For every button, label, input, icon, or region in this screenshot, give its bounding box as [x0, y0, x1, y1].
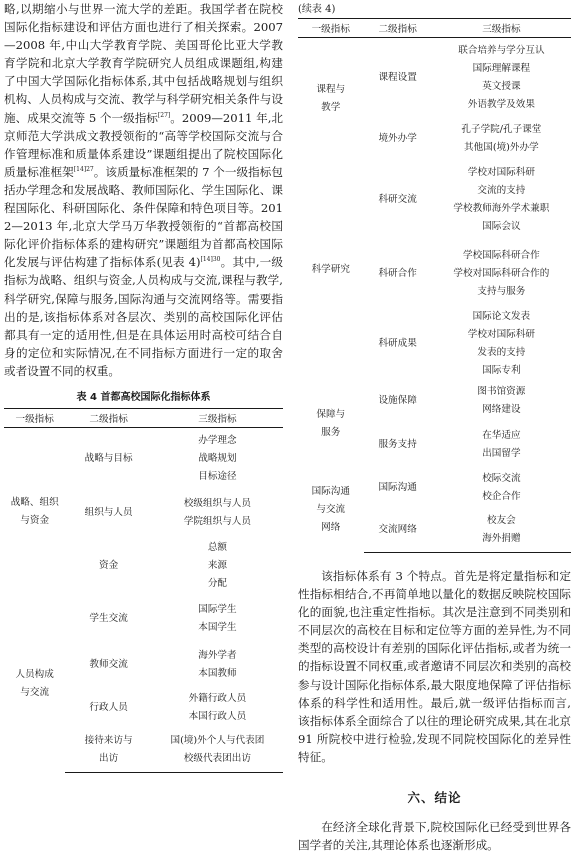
level3-text: 学校对国际科研合作的: [453, 268, 550, 279]
level3-cell: [432, 38, 571, 119]
right-column: [298, 0, 571, 854]
header-level1: 一级指标: [4, 408, 65, 427]
level3-text: 支持与服务: [477, 286, 526, 297]
level3-cell: [432, 380, 571, 422]
level1-text: 战略、组织: [10, 496, 59, 508]
level3-text: 国际理解课程: [472, 63, 531, 74]
body-paragraph-conclusion: 在经济全球化背景下,院校国际化已经受到世界各国学者的关注,其理论体系也逐渐形成。: [298, 820, 571, 853]
level2-text: 交流网络: [378, 524, 417, 535]
level1-cell: [4, 427, 65, 596]
level3-text: 其他国(境)外办学: [464, 142, 539, 153]
level3-cell: [432, 422, 571, 468]
level2-cell: [364, 308, 432, 380]
level2-cell: [65, 596, 151, 642]
table-4-continued: [298, 18, 571, 553]
level2-cell: [364, 118, 432, 160]
level3-text: 交流的支持: [477, 185, 526, 196]
level3-text: 发表的支持: [477, 347, 526, 358]
level2-text: 服务支持: [378, 439, 417, 450]
level3-text: 校级组织与人员: [183, 497, 251, 509]
section-heading: 六、结论: [407, 790, 462, 806]
level2-cell: [364, 240, 432, 308]
table-4-continued-caption: (续表 4): [298, 4, 336, 15]
header-level2: 二级指标: [65, 408, 151, 427]
level2-cell: [364, 38, 432, 119]
level1-text: 网络: [321, 522, 341, 534]
table-4-body: [4, 427, 283, 772]
level3-text: 学校教师海外学术兼职: [453, 203, 550, 214]
level2-cell: [364, 508, 432, 553]
level2-cell: [65, 536, 151, 596]
table-4: [4, 408, 283, 773]
level2-text: 设施保障: [378, 395, 417, 406]
level3-cell: [152, 536, 283, 596]
level3-text: 目标途径: [198, 470, 237, 482]
level3-cell: [152, 427, 283, 490]
level2-text: 出访: [99, 752, 119, 764]
table-4-caption: 表 4 首都高校国际化指标体系: [76, 391, 211, 403]
level2-text: 组织与人员: [84, 506, 133, 518]
level3-cell: [152, 688, 283, 728]
level3-text: 国际专利: [482, 365, 521, 376]
level3-text: 英文授课: [482, 81, 521, 92]
level2-cell: [364, 380, 432, 422]
level3-text: 校友会: [486, 515, 516, 526]
level3-text: 本国行政人员: [188, 710, 247, 722]
body-paragraph-left: 略,以期缩小与世界一流大学的差距。我国学者在院校国际化指标建设和评估方面也进行了相关探索。2007—2008 年,中山大学教育学院、美国哥伦比亚大学教育学院和北京大学教育学院研究人员组成课题组,构建了中国大学国际化指标体系,其中包括战略规划与组织机构、人员构成与交流、教学与科学研究相关条件与设施、成果交流等 5 个一级指标[27]。2009—2011 年,北京师范大学洪成文教授领衔的“高等学校国际交流与合作管理标准和质量体系建设”课题组提出了院校国际化质量标准框架$^{[14]27}$。该质量标准框架的 7 个一级指标包括办学理念和发展战略、教师国际化、学生国际化、课程国际化、科研国际化、条件保障和特色项目等。2012—2013 年,北京大学马万华教授领衔的“首都高校国际化评价指标体系的建构研究”课题组为首都高校国际化发展与评估构建了指标体系(见表 4)$^{[14]30}$。其中,一级指标为战略、组织与资金,人员构成与交流,课程与教学,科学研究,保障与服务,国际沟通与交流网络等。需要指出的是,该指标体系对各层次、类别的高校国际化评估都具有一定的适用性,但是在具体运用时高校可结合自身的定位和实际情况,在不同指标方面进行一定的取舍或者设置不同的权重。: [4, 2, 284, 378]
level3-text: 国际学生: [198, 603, 237, 615]
level3-cell: [432, 118, 571, 160]
table-row: [298, 468, 571, 508]
level2-cell: [364, 422, 432, 468]
level2-text: 资金: [99, 559, 119, 571]
level3-text: 孔子学院/孔子课堂: [461, 124, 542, 135]
table-row: [4, 596, 283, 642]
level3-text: 战略规划: [198, 452, 237, 464]
table-4-continued-body: [298, 38, 571, 553]
header-level3: 三级指标: [432, 19, 571, 38]
level3-text: 本国教师: [198, 667, 237, 679]
level3-cell: [432, 508, 571, 553]
header-level3: 三级指标: [152, 408, 283, 427]
level1-text: 人员构成: [15, 669, 54, 681]
level2-cell: [65, 427, 151, 490]
level3-text: 总额: [207, 541, 228, 553]
level1-cell: [298, 380, 364, 468]
level2-cell: [65, 688, 151, 728]
level1-cell: [298, 160, 364, 380]
level3-text: 校级代表团出访: [183, 752, 251, 764]
level3-cell: [432, 468, 571, 508]
level2-text: 教师交流: [89, 658, 128, 670]
level3-text: 校企合作: [482, 491, 521, 502]
level2-text: 接待来访与: [84, 734, 133, 746]
level3-text: 网络建设: [482, 404, 521, 415]
level1-text: 与交流: [316, 504, 346, 516]
level3-text: 在华适应: [482, 430, 521, 441]
level3-text: 本国学生: [198, 621, 237, 633]
level1-text: 与资金: [20, 514, 50, 526]
level3-text: 学校对国际科研: [467, 167, 535, 178]
level1-text: 科学研究: [311, 264, 350, 275]
level1-text: 课程与: [316, 84, 346, 95]
level1-text: 保障与: [316, 409, 346, 420]
level2-cell: [65, 642, 151, 688]
header-level2: 二级指标: [364, 19, 432, 38]
level3-cell: [432, 160, 571, 240]
level1-text: 服务: [321, 427, 341, 438]
level3-text: 出国留学: [482, 448, 521, 459]
level2-text: 科研成果: [378, 338, 417, 349]
level3-cell: [432, 240, 571, 308]
level3-text: 学院组织与人员: [183, 515, 251, 527]
level3-text: 学校对国际科研: [467, 329, 535, 340]
level3-text: 外籍行政人员: [188, 692, 247, 704]
level2-text: 科研合作: [378, 268, 417, 279]
level2-text: 科研交流: [378, 194, 417, 205]
level2-cell: [364, 468, 432, 508]
level3-cell: [152, 642, 283, 688]
table-row: [298, 160, 571, 240]
header-level1: 一级指标: [298, 19, 364, 38]
level2-text: 课程设置: [378, 72, 417, 83]
level3-text: 办学理念: [198, 434, 237, 446]
table-row: [298, 380, 571, 422]
level2-cell: [65, 490, 151, 536]
level3-cell: [152, 490, 283, 536]
body-paragraph-right: 该指标体系有 3 个特点。首先是将定量指标和定性指标相结合,不再简单地以量化的数据反映院校国际化的面貌,也注重定性指标。其次是注意到不同类别和不同层次的高校在目标和定位等方面的差异性,为不同类型的高校设计有差别的国际化评估指标,或者为统一的指标设置不同权重,或者邀请不同层次和类别的高校参与设计国际化指标体系,最大限度地保障了评估指标体系的科学性和适用性。最后,就一级评估指标而言,该指标体系全面综合了以往的理论研究成果,其在北京 91 所院校中进行检验,发现不同院校国际化的差异性特征。: [298, 569, 571, 764]
level3-text: 国际会议: [482, 221, 521, 232]
level3-text: 国际论文发表: [472, 311, 531, 322]
level3-text: 海外捐赠: [482, 533, 521, 544]
level1-cell: [298, 38, 364, 161]
level1-cell: [4, 596, 65, 773]
table-4-continued-header: [298, 19, 571, 38]
level3-text: 校际交流: [482, 473, 521, 484]
level2-text: 学生交流: [89, 612, 128, 624]
level2-cell: [364, 160, 432, 240]
level2-cell: [65, 728, 151, 773]
level1-text: 国际沟通: [311, 486, 350, 498]
level3-text: 图书馆资源: [477, 386, 526, 397]
level3-text: 学校国际科研合作: [463, 250, 540, 261]
table-row: [298, 38, 571, 119]
level2-text: 国际沟通: [378, 482, 417, 493]
level3-text: 海外学者: [198, 649, 237, 661]
level2-text: 境外办学: [378, 133, 417, 144]
table-4-header: [4, 408, 283, 427]
level1-text: 与交流: [20, 687, 50, 699]
level2-text: 战略与目标: [84, 452, 133, 464]
level3-text: 来源: [207, 559, 228, 571]
left-column: [4, 0, 283, 773]
level1-text: 教学: [321, 102, 341, 113]
level3-cell: [432, 308, 571, 380]
level3-cell: [152, 596, 283, 642]
level2-text: 行政人员: [89, 701, 128, 713]
table-row: [4, 427, 283, 490]
level3-text: 分配: [207, 577, 228, 589]
level3-text: 国(境)外个人与代表团: [170, 734, 265, 746]
level1-cell: [298, 468, 364, 553]
level3-cell: [152, 728, 283, 773]
level3-text: 外语教学及效果: [467, 99, 535, 110]
level3-text: 联合培养与学分互认: [458, 45, 545, 56]
